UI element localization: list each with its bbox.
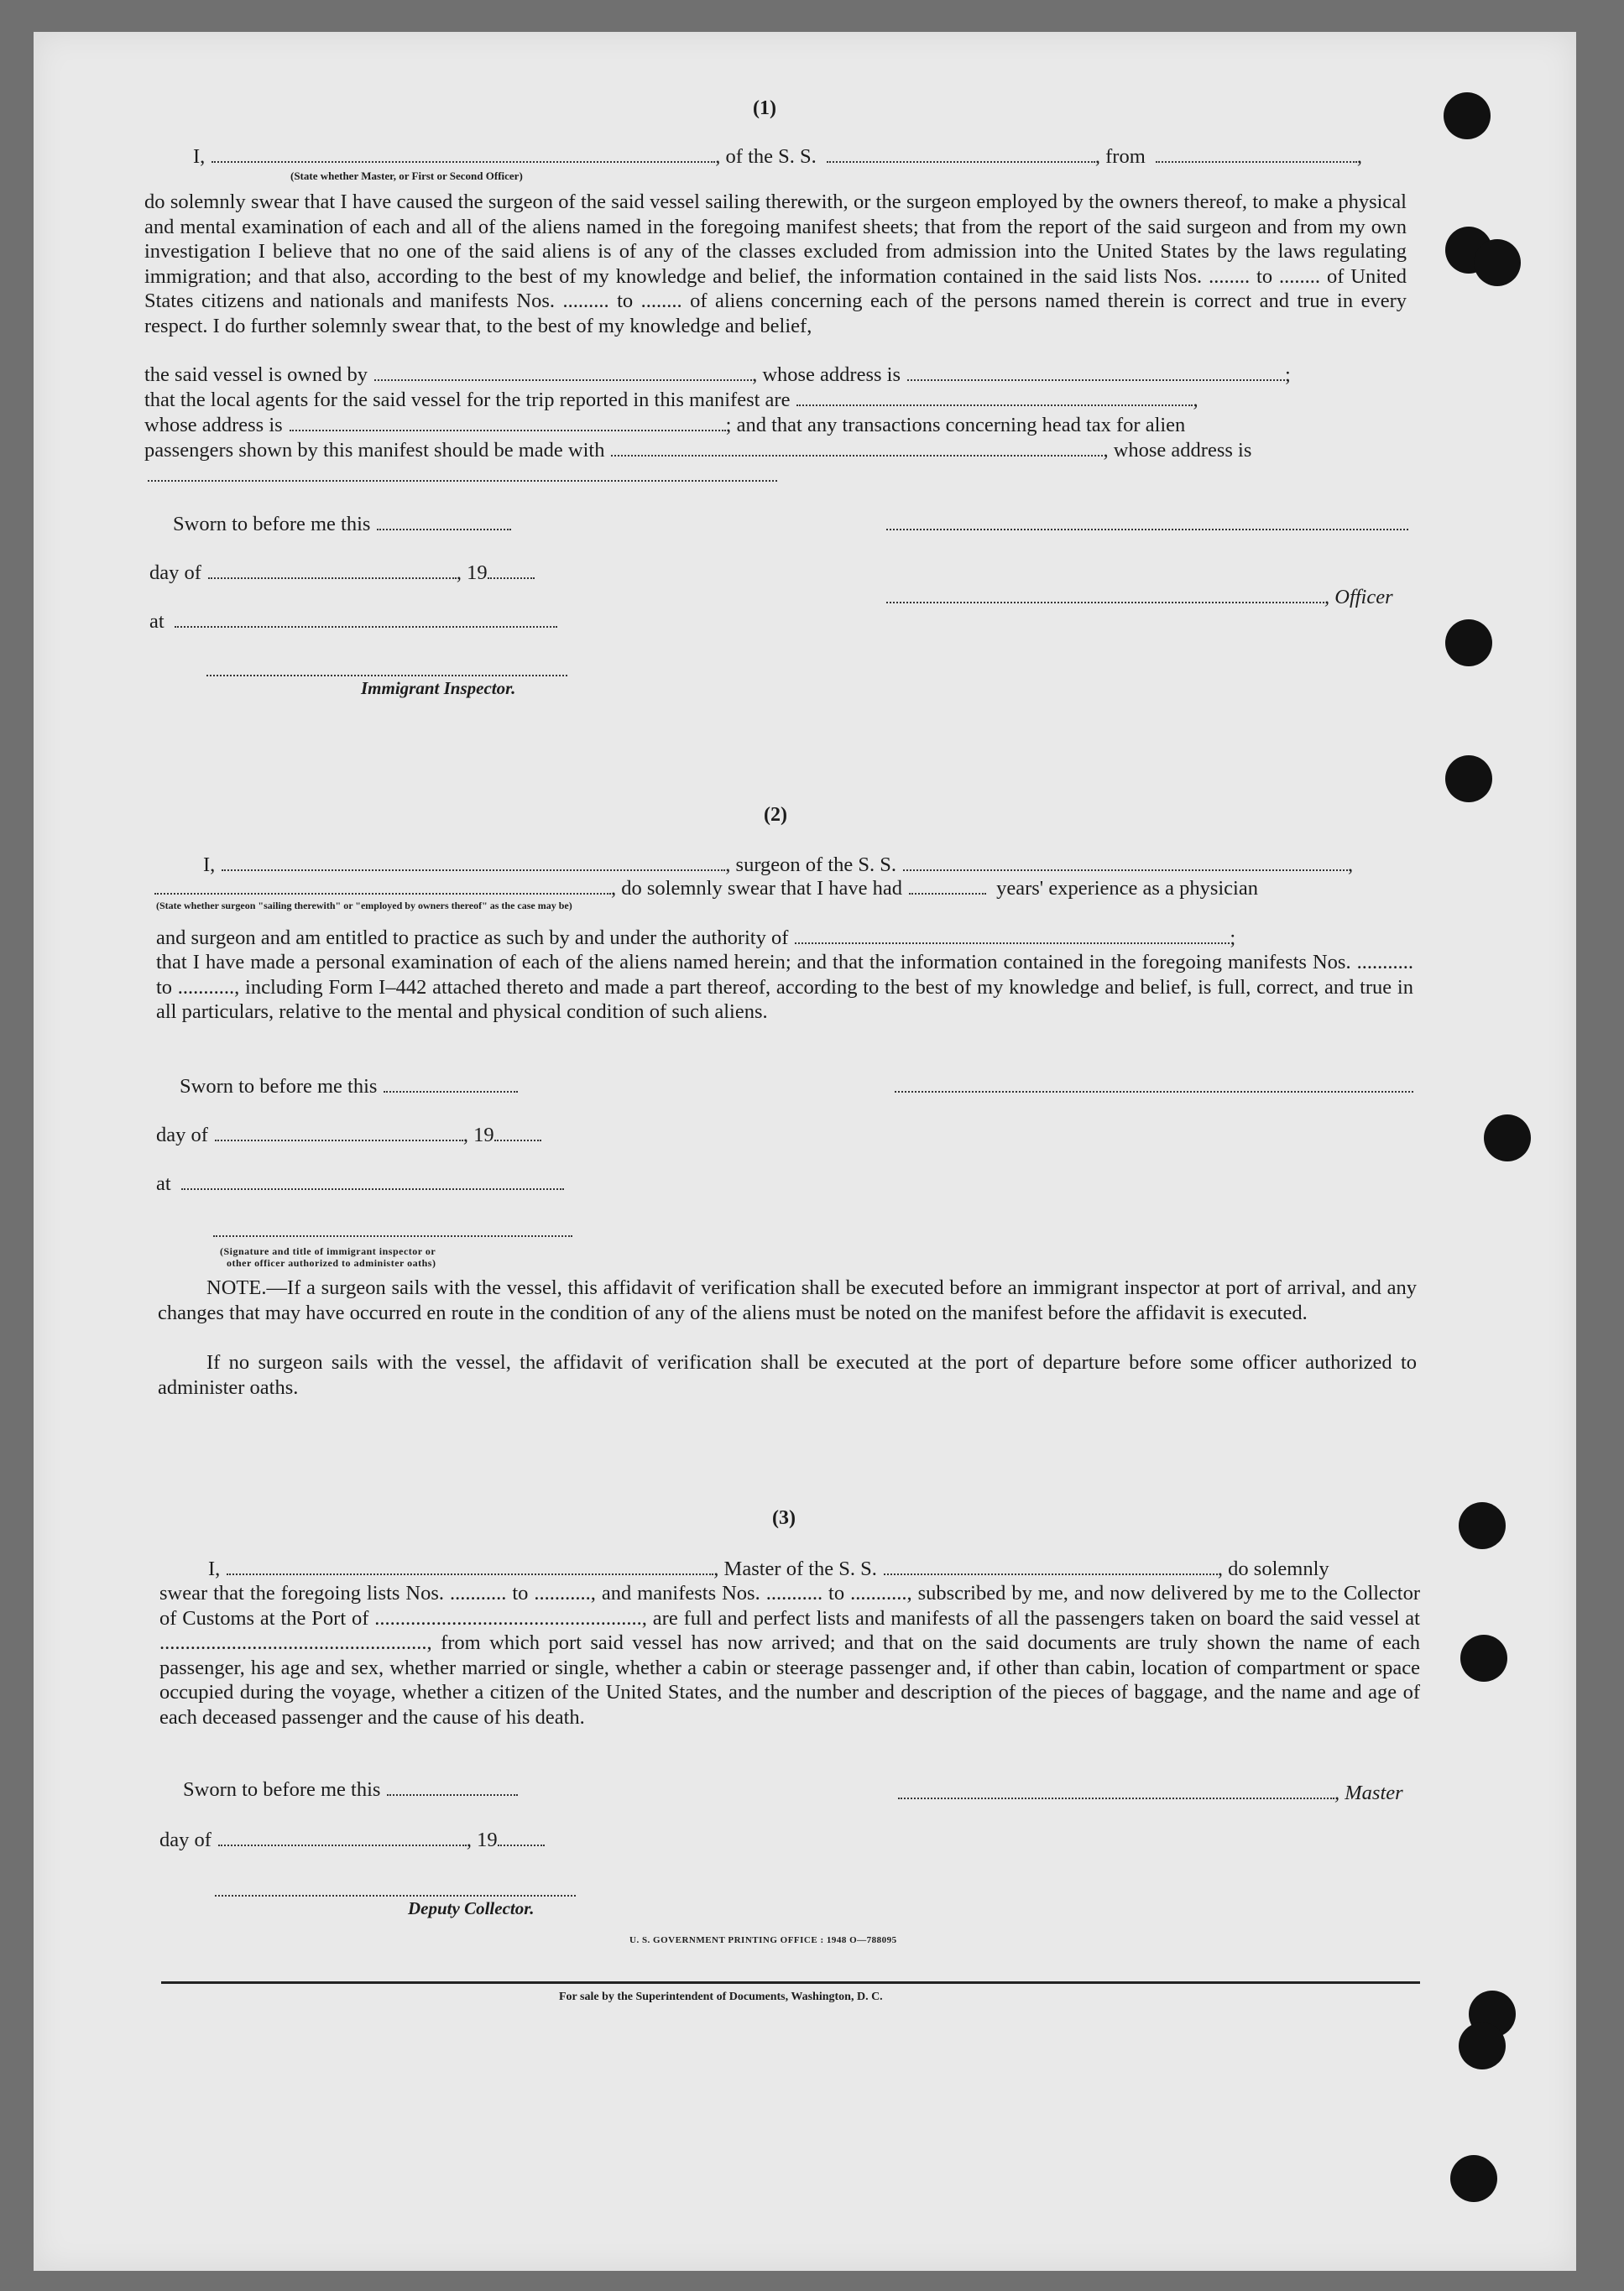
sworn-line-2: Sworn to before me this — [180, 1074, 518, 1099]
note-paragraph-2: If no surgeon sails with the vessel, the affidavit of verification shall be executed at the port of departure before some officer authorized to administer oaths. — [158, 1351, 1417, 1399]
footer-rule — [161, 1981, 1420, 1984]
authority-line: and surgeon and am entitled to practice as such by and under the authority of ; — [156, 926, 1236, 949]
section-3-line-1: I, , Master of the S. S. , do solemnly — [208, 1558, 1329, 1580]
day-of-line-2: day of , 19 — [156, 1123, 541, 1148]
punch-hole — [1459, 2022, 1506, 2069]
section-3-heading: (3) — [772, 1507, 796, 1529]
punch-hole — [1484, 1114, 1531, 1161]
punch-hole — [1444, 92, 1491, 139]
sworn-line-1: Sworn to before me this — [173, 512, 511, 537]
address-blank-line — [148, 478, 777, 482]
at-line-1: at — [149, 609, 557, 634]
section-3-paragraph: swear that the foregoing lists Nos. ........... to ..........., and manifests Nos. ........... to ..........., subscribed by me, and now delivered by me to the Collector of Customs at the Port of ...................................................., are full and perfect lists and manifests of all the passengers taken on board the said vessel at ...................................................., from which port said vessel has now arrived; and that on the said documents are truly shown the name of each passenger, his age and sex, whether married or single, whether a cabin or steerage passenger and, if other than cabin, location of compartment or space occupied during the voyage, whether a citizen of the United States, and the number and description of the pieces of baggage, and the name and age of each deceased passenger and the cause of his death. — [159, 1582, 1420, 1729]
day-of-line-1: day of , 19 — [149, 561, 535, 586]
sig-note-1: (Signature and title of immigrant inspector or — [220, 1245, 436, 1257]
punch-hole — [1450, 2155, 1497, 2202]
immigrant-inspector-label: Immigrant Inspector. — [361, 678, 516, 698]
punch-hole — [1474, 239, 1521, 286]
section-2-heading: (2) — [764, 804, 787, 826]
section-1-heading: (1) — [753, 97, 776, 119]
punch-hole — [1460, 1635, 1507, 1682]
owned-by-line: the said vessel is owned by , whose address is ; — [144, 363, 1291, 386]
punch-hole — [1459, 1502, 1506, 1549]
at-line-2: at — [156, 1172, 564, 1197]
section-1-paragraph: do solemnly swear that I have caused the surgeon of the said vessel sailing therewith, or the surgeon employed by the owners thereof, to make a physical and mental examination of each and all of the aliens named in the foregoing manifest sheets; that from the report of the said surgeon and from my own investigation I believe that no one of the said aliens is of any of the classes excluded from admission into the United States by the laws regulating immigration; and that also, according to the best of my knowledge and belief, the information contained in the said lists Nos. ........ to ........ of United States citizens and nationals and manifests Nos. ......... to ........ of aliens concerning each of the persons named therein is correct and true in every respect. I do further solemnly swear that, to the best of my knowledge and belief, — [144, 190, 1407, 337]
note-paragraph-1: NOTE.—If a surgeon sails with the vessel, this affidavit of verification shall be executed before an immigrant inspector at port of arrival, and any changes that may have occurred en route in the condition of any of the aliens must be noted on the manifest before the affidavit is executed. — [158, 1276, 1417, 1324]
for-sale-notice: For sale by the Superintendent of Documents, Washington, D. C. — [559, 1991, 883, 2003]
sig-note-2: other officer authorized to administer oaths) — [227, 1257, 436, 1269]
section-2-line-2: , do solemnly swear that I have had years' experience as a physician — [154, 876, 1258, 901]
local-agents-line: that the local agents for the said vessel for the trip reported in this manifest are , — [144, 389, 1198, 411]
officer-line: , Officer — [886, 585, 1393, 610]
surgeon-note: (State whether surgeon "sailing therewith" or "employed by owners thereof" as the case may be) — [156, 900, 572, 911]
master-line: , Master — [898, 1781, 1403, 1806]
passengers-line: passengers shown by this manifest should be made with , whose address is — [144, 439, 1252, 462]
deputy-collector-label: Deputy Collector. — [408, 1898, 535, 1918]
section-2-paragraph: that I have made a personal examination of each of the aliens named herein; and that the information contained in the foregoing manifests Nos. ........... to ..........., including Form I–442 attached thereto and made a part thereof, according to the best of my knowledge and belief, is full, correct, and true in all particulars, relative to the mental and physical condition of such aliens. — [156, 951, 1413, 1023]
inspector-signature-line-2 — [213, 1234, 572, 1237]
section-2-line-1: I, , surgeon of the S. S. , — [203, 853, 1354, 876]
deputy-signature-line — [215, 1893, 576, 1897]
surgeon-signature-line — [895, 1089, 1413, 1093]
inspector-signature-line — [206, 673, 567, 676]
role-note: (State whether Master, or First or Second Officer) — [290, 170, 523, 182]
punch-hole — [1445, 755, 1492, 802]
officer-signature-line-upper — [886, 527, 1408, 530]
whose-address-line: whose address is ; and that any transactions concerning head tax for alien — [144, 414, 1186, 436]
section-1-line-1: I, , of the S. S. , from , — [193, 145, 1363, 168]
printing-office-imprint: U. S. GOVERNMENT PRINTING OFFICE : 1948 O—788095 — [629, 1935, 897, 1945]
day-of-line-3: day of , 19 — [159, 1828, 545, 1853]
punch-hole — [1445, 619, 1492, 666]
sworn-line-3: Sworn to before me this — [183, 1777, 518, 1803]
